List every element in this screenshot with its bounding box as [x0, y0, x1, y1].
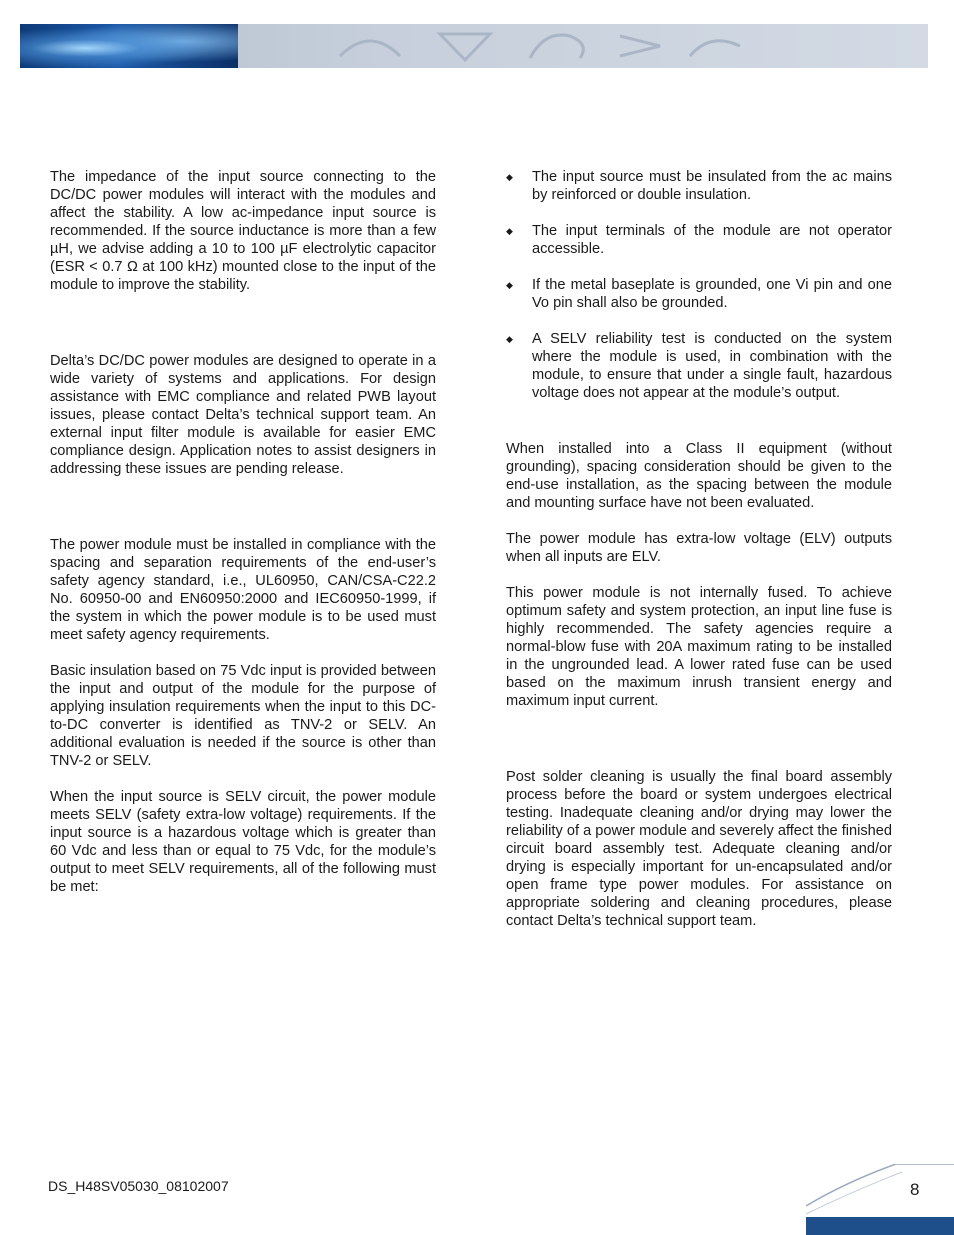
- right-column: [506, 168, 892, 930]
- class-ii-spacing-paragraph: When installed into a Class II equipment (without grounding), spacing consideration should be given to the end-use installation, as the spacing between the module and mounting surface have not been evaluated.: [506, 441, 892, 511]
- bullet-icon: ◆: [506, 334, 513, 344]
- document-code: DS_H48SV05030_08102007: [48, 1178, 229, 1194]
- input-fuse-paragraph: This power module is not internally fused. To achieve optimum safety and system protection, an input line fuse is highly recommended. The safety agencies require a normal-blow fuse with 20A maximum rating to be installed in the ungrounded lead. A lower rated fuse can be used based on the maximum inrush transient energy and maximum input current.: [506, 585, 892, 709]
- selv-requirements-paragraph: When the input source is SELV circuit, the power module meets SELV (safety extra-low voltage) requirements. If the input source is a hazardous voltage which is greater than 60 Vdc and less than or equal to 75 Vdc, for the module’s output to meet SELV requirements, all of the following must be met:: [50, 789, 436, 895]
- bullet-icon: ◆: [506, 226, 513, 236]
- banner-photo-image: [20, 24, 238, 68]
- page-number: 8: [910, 1180, 920, 1199]
- soldering-cleaning-paragraph: Post solder cleaning is usually the final board assembly process before the board or system undergoes electrical testing. Inadequate cleaning and/or drying may lower the reliability of a power module and severely affect the finished circuit board assembly test. Adequate cleaning and/or drying is especially important for un-encapsulated and/or open frame type power modules. For assistance on appropriate soldering and cleaning procedures, please contact Delta’s technical support team.: [506, 769, 892, 929]
- safety-installation-paragraph: The power module must be installed in compliance with the spacing and separation requirements of the end-user’s safety agency standard, i.e., UL60950, CAN/CSA-C22.2 No. 60950-00 and EN60950:2000 and IEC60950-1999, if the system in which the power module is to be used must meet safety agency requirements.: [50, 537, 436, 643]
- selv-conditions-list: [506, 168, 892, 402]
- list-item-text: A SELV reliability test is conducted on the system where the module is used, in combination with the module, to ensure that under a single fault, hazardous voltage does not appear at the module’s output.: [532, 331, 892, 401]
- banner-decoration-icon: [330, 26, 750, 66]
- list-item-text: The input terminals of the module are not operator accessible.: [532, 223, 892, 257]
- corner-decoration-icon: [806, 1164, 954, 1235]
- bullet-icon: ◆: [506, 280, 513, 290]
- header-banner: [20, 24, 928, 68]
- list-item: [506, 222, 892, 258]
- list-item: [506, 168, 892, 204]
- bullet-icon: ◆: [506, 172, 513, 182]
- list-item-text: If the metal baseplate is grounded, one Vi pin and one Vo pin shall also be grounded.: [532, 277, 892, 311]
- elv-outputs-paragraph: The power module has extra-low voltage (ELV) outputs when all inputs are ELV.: [506, 531, 892, 565]
- list-item: [506, 276, 892, 312]
- basic-insulation-paragraph: Basic insulation based on 75 Vdc input is provided between the input and output of the module for the purpose of applying insulation requirements when the input to this DC-to-DC converter is identified as TNV-2 or SELV. An additional evaluation is needed if the source is other than TNV-2 or SELV.: [50, 663, 436, 769]
- layout-design-paragraph: Delta’s DC/DC power modules are designed to operate in a wide variety of systems and applications. For design assistance with EMC compliance and related PWB layout issues, please contact Delta’s technical support team. An external input filter module is available for easier EMC compliance design. Application notes to assist designers in addressing these issues are pending release.: [50, 353, 436, 477]
- left-column: [50, 168, 436, 896]
- list-item-text: The input source must be insulated from the ac mains by reinforced or double insulation.: [532, 169, 892, 203]
- input-source-impedance-paragraph: The impedance of the input source connecting to the DC/DC power modules will interact with the modules and affect the stability. A low ac-impedance input source is recommended. If the source inductance is more than a few µH, we advise adding a 10 to 100 µF electrolytic capacitor (ESR < 0.7 Ω at 100 kHz) mounted close to the input of the module to improve the stability.: [50, 169, 436, 293]
- list-item: [506, 330, 892, 402]
